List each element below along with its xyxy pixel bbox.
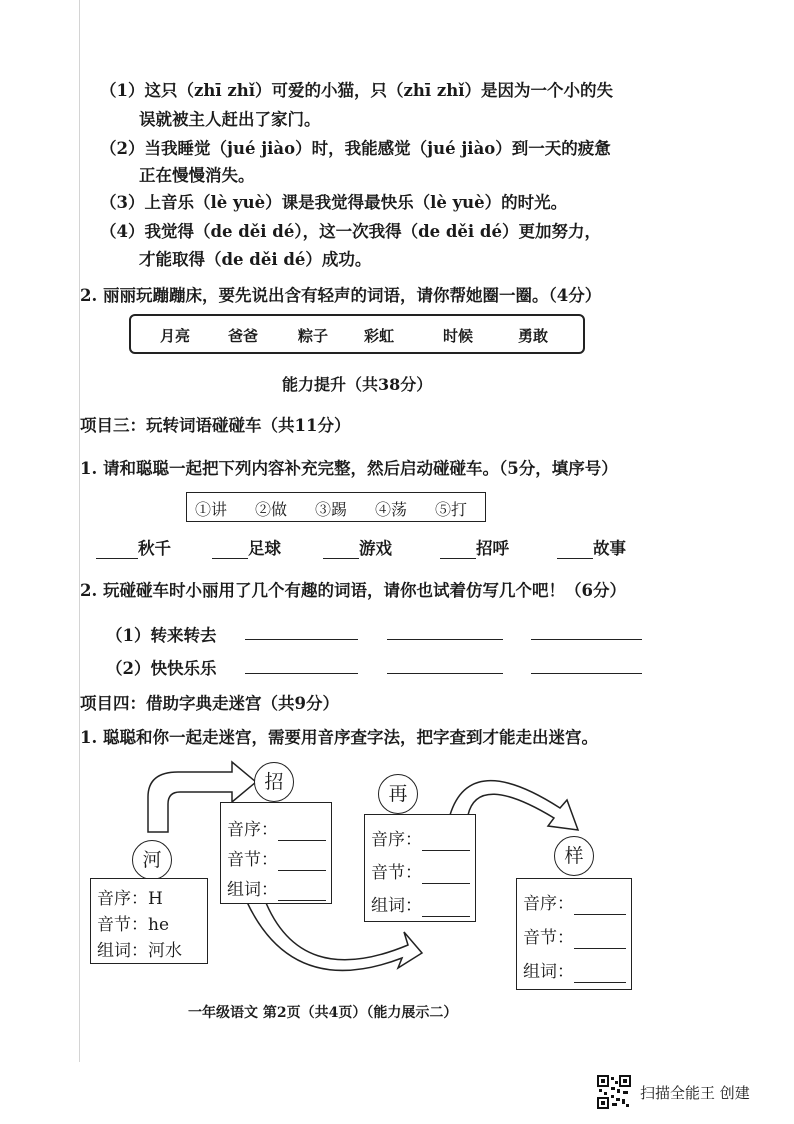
answer-blank[interactable] [278,820,326,841]
q-3-line1: （3）上音乐（lè yuè）课是我觉得最快乐（lè yuè）的时光。 [100,193,568,212]
answer-blank[interactable] [574,928,626,949]
project4-title: 项目四：借助字典走迷宫（共9分） [80,694,339,713]
section-title: 能力提升（共38分） [282,375,433,394]
option-item: ④荡 [375,500,408,519]
q-4-line2: 才能取得（de děi dé）成功。 [139,250,372,269]
char-he-circle: 河 [132,840,172,880]
answer-blank[interactable] [278,880,326,901]
example-box-he [90,878,208,964]
word-option[interactable]: 彩虹 [364,327,395,345]
answer-blank[interactable] [574,962,626,983]
lookup-box-zhao [220,802,332,904]
page-footer: 一年级语文 第2页（共4页）（能力展示二） [188,1005,458,1021]
option-item: ②做 [255,500,288,519]
example-order: 音序：H [97,889,163,909]
project3-q1: 1. 请和聪聪一起把下列内容补充完整，然后启动碰碰车。（5分，填序号） [80,459,618,478]
qr-code-icon [597,1075,631,1109]
fill-blank-5: 故事 [557,535,626,559]
fill-blank-4: 招呼 [440,535,509,559]
lookup-box-zai [364,814,476,922]
q-1-line1: （1）这只（zhī zhǐ）可爱的小猫，只（zhī zhǐ）是因为一个小的失 [100,81,614,100]
answer-blank[interactable] [422,863,470,884]
word-option[interactable]: 时候 [443,327,474,345]
field-syllable: 音节： [523,923,626,949]
field-syllable: 音节： [371,858,470,884]
q-4-line1: （4）我觉得（de děi dé），这一次我得（de děi dé）更加努力， [100,222,601,241]
field-order: 音序： [227,815,326,841]
answer-blank[interactable] [574,894,626,915]
answer-blank[interactable] [278,850,326,871]
project4-q1: 1. 聪聪和你一起走迷宫，需要用音序查字法，把字查到才能走出迷宫。 [80,728,598,747]
fill-blank-1: 秋千 [96,535,171,559]
word-option[interactable]: 月亮 [160,327,191,345]
example-2: （2）快快乐乐 [106,659,217,678]
option-item: ③踢 [315,500,348,519]
project3-title: 项目三：玩转词语碰碰车（共11分） [80,416,351,435]
q2-instruction: 2. 丽丽玩蹦蹦床，要先说出含有轻声的词语，请你帮她圈一圈。（4分） [80,286,602,305]
lookup-box-yang [516,878,632,990]
field-word: 组词： [227,875,326,901]
word-option[interactable]: 勇敢 [518,327,549,345]
char-zai-circle: 再 [378,774,418,814]
word-option[interactable]: 爸爸 [228,327,259,345]
char-zhao-circle: 招 [254,762,294,802]
field-order: 音序： [523,889,626,915]
answer-blank[interactable] [422,896,470,917]
example-syllable: 音节：he [97,915,170,935]
example-1: （1）转来转去 [106,626,217,645]
fill-blank-3: 游戏 [323,535,392,559]
option-item: ⑤打 [435,500,468,519]
field-word: 组词： [523,957,626,983]
fill-blank-2: 足球 [212,535,281,559]
answer-blank[interactable] [422,830,470,851]
scanner-watermark: 扫描全能王 创建 [640,1084,750,1102]
option-item: ①讲 [195,500,228,519]
field-word: 组词： [371,891,470,917]
word-option[interactable]: 粽子 [298,327,329,345]
field-syllable: 音节： [227,845,326,871]
field-order: 音序： [371,825,470,851]
q-2-line1: （2）当我睡觉（jué jiào）时，我能感觉（jué jiào）到一天的疲惫 [100,139,611,158]
project3-q2: 2. 玩碰碰车时小丽用了几个有趣的词语，请你也试着仿写几个吧！（6分） [80,581,626,600]
char-yang-circle: 样 [554,836,594,876]
q-2-line2: 正在慢慢消失。 [139,166,255,185]
q-1-line2: 误就被主人赶出了家门。 [139,110,321,129]
example-word: 组词：河水 [97,941,182,961]
